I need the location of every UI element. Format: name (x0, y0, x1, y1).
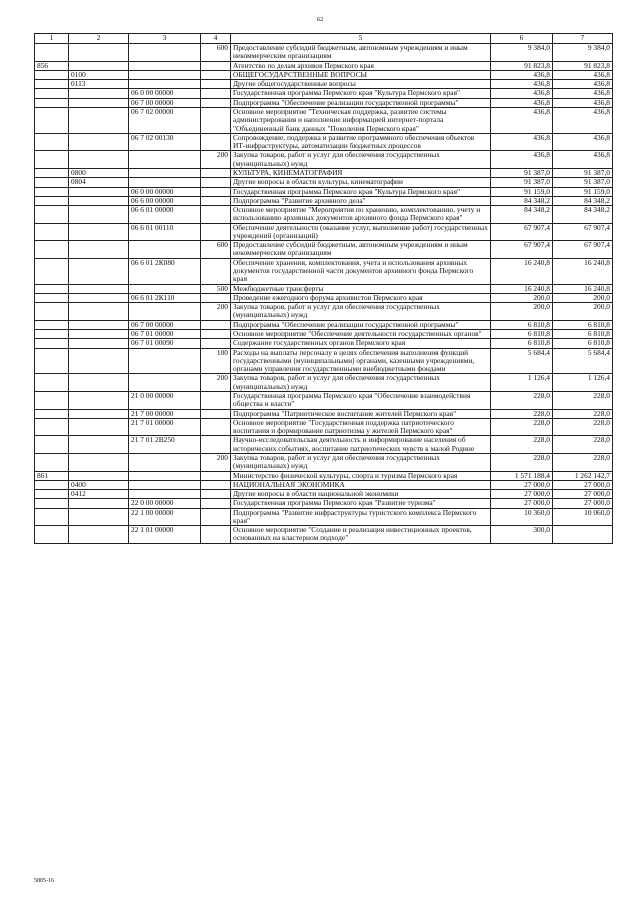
table-row (35, 348, 613, 374)
cell-name: Межбюджетные трансферты (231, 284, 491, 293)
cell-expense-type (201, 196, 231, 205)
cell-ministry-code (35, 258, 69, 284)
cell-amount-2017: 228,0 (491, 409, 553, 418)
cell-expense-type (201, 258, 231, 284)
table-row (35, 471, 613, 480)
cell-ministry-code: 856 (35, 61, 69, 70)
cell-amount-2017: 84 348,2 (491, 206, 553, 224)
cell-target-code (129, 348, 201, 374)
cell-section-code (69, 61, 129, 70)
cell-amount-2017: 300,0 (491, 526, 553, 544)
cell-expense-type (201, 168, 231, 177)
table-row (35, 133, 613, 151)
cell-expense-type (201, 206, 231, 224)
cell-target-code: 06 6 01 2К080 (129, 258, 201, 284)
cell-expense-type (201, 70, 231, 79)
cell-name: Закупка товаров, работ и услуг для обеспечения государственных (муниципальных) нужд (231, 453, 491, 471)
cell-target-code: 06 6 01 00110 (129, 223, 201, 241)
cell-section-code: 0100 (69, 70, 129, 79)
table-row (35, 453, 613, 471)
table-row (35, 339, 613, 348)
cell-amount-2018: 84 348,2 (553, 196, 613, 205)
cell-name: Сопровождение, поддержка и развитие программного обеспечения объектов ИТ-инфраструктуры, автоматизации бюджетных процессов (231, 133, 491, 151)
cell-expense-type (201, 508, 231, 526)
cell-name: Подпрограмма "Патриотическое воспитание жителей Пермского края" (231, 409, 491, 418)
table-row (35, 284, 613, 293)
cell-target-code: 22 1 01 00000 (129, 526, 201, 544)
cell-amount-2018 (553, 526, 613, 544)
cell-section-code (69, 436, 129, 454)
cell-section-code (69, 293, 129, 302)
cell-name: КУЛЬТУРА, КИНЕМАТОГРАФИЯ (231, 168, 491, 177)
cell-amount-2018: 67 907,4 (553, 223, 613, 241)
cell-target-code: 21 7 01 00000 (129, 418, 201, 436)
cell-ministry-code (35, 526, 69, 544)
cell-expense-type (201, 480, 231, 489)
cell-ministry-code (35, 151, 69, 169)
cell-amount-2017: 67 907,4 (491, 223, 553, 241)
table-row (35, 436, 613, 454)
cell-section-code (69, 526, 129, 544)
table-row (35, 206, 613, 224)
cell-amount-2018: 91 159,0 (553, 187, 613, 196)
cell-expense-type: 200 (201, 151, 231, 169)
cell-name: Государственная программа Пермского края "Культура Пермского края" (231, 89, 491, 98)
cell-amount-2018: 1 262 142,7 (553, 471, 613, 480)
cell-section-code (69, 284, 129, 293)
cell-amount-2017: 436,8 (491, 151, 553, 169)
cell-amount-2017: 228,0 (491, 418, 553, 436)
cell-amount-2017: 436,8 (491, 107, 553, 133)
cell-section-code (69, 374, 129, 392)
cell-amount-2017: 436,8 (491, 98, 553, 107)
cell-name: Научно-исследовательская деятельность и информирование населения об исторических событиях, воспитание патриотических чувств к малой Родине (231, 436, 491, 454)
cell-ministry-code (35, 241, 69, 259)
cell-section-code: 0412 (69, 490, 129, 499)
cell-amount-2017: 27 000,0 (491, 499, 553, 508)
cell-ministry-code (35, 293, 69, 302)
cell-section-code (69, 89, 129, 98)
cell-amount-2017: 10 360,0 (491, 508, 553, 526)
cell-amount-2017: 5 684,4 (491, 348, 553, 374)
cell-amount-2017: 27 000,0 (491, 480, 553, 489)
cell-amount-2017: 91 823,8 (491, 61, 553, 70)
table-row (35, 330, 613, 339)
cell-target-code (129, 70, 201, 79)
cell-expense-type (201, 133, 231, 151)
cell-ministry-code (35, 330, 69, 339)
cell-target-code: 21 0 00 00000 (129, 391, 201, 409)
cell-amount-2017: 228,0 (491, 391, 553, 409)
cell-name: Основное мероприятие "Создание и реализация инвестиционных проектов, основанных на кластерном подходе" (231, 526, 491, 544)
cell-section-code (69, 258, 129, 284)
cell-expense-type (201, 89, 231, 98)
cell-expense-type (201, 330, 231, 339)
table-row (35, 151, 613, 169)
cell-section-code: 0800 (69, 168, 129, 177)
cell-amount-2018: 436,8 (553, 107, 613, 133)
cell-amount-2017: 228,0 (491, 453, 553, 471)
cell-section-code (69, 508, 129, 526)
cell-expense-type (201, 98, 231, 107)
table-row (35, 320, 613, 329)
cell-name: Основное мероприятие "Мероприятия по хранению, комплектованию, учету и использованию архивных документов архивного фонда Пермского края" (231, 206, 491, 224)
cell-target-code: 06 7 00 00000 (129, 98, 201, 107)
cell-section-code (69, 339, 129, 348)
cell-section-code (69, 241, 129, 259)
cell-expense-type (201, 418, 231, 436)
cell-section-code (69, 196, 129, 205)
cell-amount-2018: 91 387,0 (553, 168, 613, 177)
cell-name: Другие вопросы в области культуры, кинематографии (231, 178, 491, 187)
cell-section-code (69, 348, 129, 374)
cell-section-code (69, 44, 129, 62)
cell-name: НАЦИОНАЛЬНАЯ ЭКОНОМИКА (231, 480, 491, 489)
cell-amount-2018: 228,0 (553, 436, 613, 454)
cell-expense-type (201, 178, 231, 187)
cell-name: ОБЩЕГОСУДАРСТВЕННЫЕ ВОПРОСЫ (231, 70, 491, 79)
table-row (35, 391, 613, 409)
cell-name: Государственная программа Пермского края "Развитие туризма" (231, 499, 491, 508)
table-row (35, 80, 613, 89)
cell-expense-type: 200 (201, 303, 231, 321)
cell-amount-2018: 27 000,0 (553, 490, 613, 499)
cell-amount-2018: 228,0 (553, 418, 613, 436)
table-row (35, 409, 613, 418)
cell-ministry-code (35, 284, 69, 293)
cell-name: Содержание государственных органов Пермского края (231, 339, 491, 348)
cell-ministry-code (35, 206, 69, 224)
cell-section-code (69, 303, 129, 321)
cell-amount-2017: 6 810,8 (491, 330, 553, 339)
cell-amount-2018: 436,8 (553, 98, 613, 107)
cell-amount-2018: 27 000,0 (553, 499, 613, 508)
cell-amount-2018: 228,0 (553, 453, 613, 471)
cell-ministry-code (35, 168, 69, 177)
cell-ministry-code (35, 303, 69, 321)
cell-amount-2017: 228,0 (491, 436, 553, 454)
cell-target-code: 06 7 01 00090 (129, 339, 201, 348)
cell-target-code (129, 471, 201, 480)
cell-amount-2018: 16 240,8 (553, 284, 613, 293)
cell-amount-2018: 228,0 (553, 391, 613, 409)
cell-amount-2018: 6 810,8 (553, 320, 613, 329)
table-row (35, 418, 613, 436)
cell-section-code (69, 418, 129, 436)
table-row (35, 241, 613, 259)
cell-ministry-code (35, 196, 69, 205)
footer-code: 5805-16 (34, 878, 54, 884)
cell-name: Другие общегосударственные вопросы (231, 80, 491, 89)
cell-name: Государственная программа Пермского края "Культура Пермского края" (231, 187, 491, 196)
cell-amount-2017: 200,0 (491, 303, 553, 321)
cell-ministry-code (35, 44, 69, 62)
table-header-row (35, 34, 613, 44)
cell-ministry-code (35, 391, 69, 409)
cell-expense-type (201, 526, 231, 544)
cell-section-code (69, 409, 129, 418)
table-row (35, 89, 613, 98)
cell-amount-2017: 16 240,8 (491, 258, 553, 284)
cell-target-code (129, 490, 201, 499)
cell-expense-type (201, 409, 231, 418)
cell-name: Обеспечение деятельности (оказание услуг, выполнение работ) государственных учреждений (организаций) (231, 223, 491, 241)
cell-amount-2018: 91 387,0 (553, 178, 613, 187)
cell-amount-2018: 436,8 (553, 70, 613, 79)
col-header: 1 (35, 34, 69, 44)
cell-section-code (69, 187, 129, 196)
cell-section-code (69, 98, 129, 107)
cell-amount-2017: 436,8 (491, 89, 553, 98)
cell-name: Расходы на выплаты персоналу в целях обеспечения выполнения функций государственными (муниципальными) органами, казенными учреждениями, органами управления государственными внебюджетными фондами (231, 348, 491, 374)
cell-section-code (69, 206, 129, 224)
cell-amount-2017: 6 810,8 (491, 339, 553, 348)
cell-name: Другие вопросы в области национальной экономики (231, 490, 491, 499)
cell-section-code (69, 330, 129, 339)
cell-target-code (129, 480, 201, 489)
cell-section-code (69, 453, 129, 471)
cell-amount-2018: 10 060,0 (553, 508, 613, 526)
cell-name: Министерство физической культуры, спорта и туризма Пермского края (231, 471, 491, 480)
cell-expense-type (201, 107, 231, 133)
table-row (35, 490, 613, 499)
cell-name: Агентство по делам архивов Пермского края (231, 61, 491, 70)
cell-ministry-code (35, 223, 69, 241)
cell-expense-type (201, 490, 231, 499)
cell-target-code (129, 168, 201, 177)
cell-section-code (69, 320, 129, 329)
table-row (35, 168, 613, 177)
table-row (35, 223, 613, 241)
cell-amount-2018: 91 823,8 (553, 61, 613, 70)
cell-amount-2017: 91 159,0 (491, 187, 553, 196)
cell-amount-2018: 5 684,4 (553, 348, 613, 374)
cell-target-code (129, 284, 201, 293)
cell-ministry-code (35, 80, 69, 89)
table-row (35, 196, 613, 205)
cell-expense-type (201, 293, 231, 302)
cell-amount-2017: 27 000,0 (491, 490, 553, 499)
cell-section-code: 0804 (69, 178, 129, 187)
cell-amount-2018: 436,8 (553, 89, 613, 98)
cell-target-code: 06 0 00 00000 (129, 187, 201, 196)
cell-name: Основное мероприятие "Государственная поддержка патриотического воспитания и формирование патриотизма у жителей Пермского края" (231, 418, 491, 436)
cell-amount-2018: 1 126,4 (553, 374, 613, 392)
cell-expense-type: 100 (201, 348, 231, 374)
col-header: 5 (231, 34, 491, 44)
cell-amount-2017: 436,8 (491, 133, 553, 151)
table-row (35, 187, 613, 196)
cell-target-code: 06 7 00 00000 (129, 320, 201, 329)
cell-ministry-code (35, 374, 69, 392)
cell-target-code: 06 7 02 00000 (129, 107, 201, 133)
cell-amount-2018: 200,0 (553, 293, 613, 302)
cell-amount-2018: 200,0 (553, 303, 613, 321)
cell-expense-type (201, 499, 231, 508)
cell-section-code (69, 391, 129, 409)
cell-amount-2017: 1 126,4 (491, 374, 553, 392)
table-row (35, 44, 613, 62)
cell-ministry-code (35, 480, 69, 489)
cell-section-code (69, 223, 129, 241)
cell-ministry-code (35, 89, 69, 98)
cell-amount-2017: 9 384,0 (491, 44, 553, 62)
cell-target-code (129, 303, 201, 321)
cell-expense-type (201, 80, 231, 89)
cell-ministry-code (35, 178, 69, 187)
cell-section-code (69, 471, 129, 480)
cell-name: Основное мероприятие "Техническая поддержка, развитие системы администрирования и наполнение информацией интернет-портала "Объединенный банк данных "Поколения Пермского края" (231, 107, 491, 133)
table-row (35, 61, 613, 70)
cell-section-code: 0400 (69, 480, 129, 489)
cell-name: Предоставление субсидий бюджетным, автономным учреждениям и иным некоммерческим организациям (231, 44, 491, 62)
cell-expense-type (201, 471, 231, 480)
cell-name: Подпрограмма "Обеспечение реализации государственной программы" (231, 98, 491, 107)
cell-amount-2018: 436,8 (553, 151, 613, 169)
budget-table (34, 33, 613, 544)
cell-ministry-code (35, 490, 69, 499)
table-row (35, 499, 613, 508)
cell-target-code: 06 0 00 00000 (129, 89, 201, 98)
cell-target-code: 22 0 00 00000 (129, 499, 201, 508)
cell-target-code: 21 7 01 2В250 (129, 436, 201, 454)
cell-expense-type: 200 (201, 374, 231, 392)
table-row (35, 293, 613, 302)
cell-target-code: 06 6 00 00000 (129, 196, 201, 205)
cell-amount-2017: 84 348,2 (491, 196, 553, 205)
cell-amount-2018: 9 384,0 (553, 44, 613, 62)
cell-ministry-code: 861 (35, 471, 69, 480)
cell-expense-type (201, 391, 231, 409)
cell-ministry-code (35, 339, 69, 348)
cell-amount-2018: 6 810,8 (553, 330, 613, 339)
cell-amount-2017: 67 907,4 (491, 241, 553, 259)
table-row (35, 258, 613, 284)
cell-amount-2017: 1 571 188,4 (491, 471, 553, 480)
cell-section-code (69, 133, 129, 151)
cell-ministry-code (35, 409, 69, 418)
cell-target-code (129, 453, 201, 471)
cell-target-code: 06 7 01 00000 (129, 330, 201, 339)
cell-amount-2017: 91 387,0 (491, 178, 553, 187)
cell-name: Предоставление субсидий бюджетным, автономным учреждениям и иным некоммерческим организациям (231, 241, 491, 259)
cell-ministry-code (35, 418, 69, 436)
cell-target-code (129, 241, 201, 259)
col-header: 2 (69, 34, 129, 44)
cell-expense-type: 500 (201, 284, 231, 293)
cell-expense-type (201, 436, 231, 454)
cell-amount-2017: 16 240,8 (491, 284, 553, 293)
cell-amount-2018: 436,8 (553, 80, 613, 89)
table-row (35, 70, 613, 79)
cell-amount-2017: 436,8 (491, 80, 553, 89)
cell-ministry-code (35, 453, 69, 471)
page-number: 62 (316, 16, 324, 23)
cell-amount-2018: 67 907,4 (553, 241, 613, 259)
cell-ministry-code (35, 70, 69, 79)
cell-name: Закупка товаров, работ и услуг для обеспечения государственных (муниципальных) нужд (231, 374, 491, 392)
cell-expense-type: 600 (201, 44, 231, 62)
cell-name: Подпрограмма "Развитие инфраструктуры туристского комплекса Пермского края" (231, 508, 491, 526)
cell-amount-2018: 27 000,0 (553, 480, 613, 489)
cell-name: Государственная программа Пермского края "Обеспечение взаимодействия общества и власти" (231, 391, 491, 409)
cell-name: Закупка товаров, работ и услуг для обеспечения государственных (муниципальных) нужд (231, 151, 491, 169)
cell-section-code: 0113 (69, 80, 129, 89)
cell-target-code (129, 44, 201, 62)
cell-expense-type: 200 (201, 453, 231, 471)
cell-name: Подпрограмма "Развитие архивного дела" (231, 196, 491, 205)
cell-target-code: 06 6 01 00000 (129, 206, 201, 224)
cell-section-code (69, 499, 129, 508)
table-row (35, 526, 613, 544)
cell-expense-type (201, 320, 231, 329)
cell-expense-type (201, 339, 231, 348)
cell-target-code (129, 80, 201, 89)
cell-expense-type: 600 (201, 241, 231, 259)
cell-name: Проведение ежегодного форума архивистов Пермского края (231, 293, 491, 302)
cell-expense-type (201, 61, 231, 70)
cell-section-code (69, 151, 129, 169)
cell-expense-type (201, 187, 231, 196)
cell-target-code: 06 6 01 2К110 (129, 293, 201, 302)
col-header: 6 (491, 34, 553, 44)
cell-ministry-code (35, 436, 69, 454)
col-header: 4 (201, 34, 231, 44)
col-header: 3 (129, 34, 201, 44)
table-row (35, 480, 613, 489)
cell-target-code: 22 1 00 00000 (129, 508, 201, 526)
cell-ministry-code (35, 98, 69, 107)
cell-ministry-code (35, 107, 69, 133)
cell-amount-2017: 436,8 (491, 70, 553, 79)
cell-amount-2018: 84 348,2 (553, 206, 613, 224)
cell-section-code (69, 107, 129, 133)
cell-name: Основное мероприятие "Обеспечение деятельности государственных органов" (231, 330, 491, 339)
cell-amount-2017: 91 387,0 (491, 168, 553, 177)
cell-ministry-code (35, 508, 69, 526)
cell-amount-2018: 6 810,8 (553, 339, 613, 348)
cell-target-code: 21 7 00 00000 (129, 409, 201, 418)
cell-amount-2017: 200,0 (491, 293, 553, 302)
table-row (35, 107, 613, 133)
table-row (35, 98, 613, 107)
cell-target-code (129, 178, 201, 187)
table-row (35, 178, 613, 187)
cell-expense-type (201, 223, 231, 241)
cell-name: Закупка товаров, работ и услуг для обеспечения государственных (муниципальных) нужд (231, 303, 491, 321)
cell-target-code (129, 374, 201, 392)
cell-amount-2018: 228,0 (553, 409, 613, 418)
col-header: 7 (553, 34, 613, 44)
cell-ministry-code (35, 133, 69, 151)
cell-target-code: 06 7 02 00130 (129, 133, 201, 151)
cell-target-code (129, 61, 201, 70)
cell-amount-2018: 436,8 (553, 133, 613, 151)
cell-ministry-code (35, 499, 69, 508)
cell-ministry-code (35, 187, 69, 196)
cell-ministry-code (35, 320, 69, 329)
cell-name: Подпрограмма "Обеспечение реализации государственной программы" (231, 320, 491, 329)
cell-amount-2017: 6 810,8 (491, 320, 553, 329)
cell-target-code (129, 151, 201, 169)
table-row (35, 374, 613, 392)
table-row (35, 508, 613, 526)
cell-name: Обеспечение хранения, комплектования, учета и использования архивных документов государственной части документов архивного фонда Пермского края (231, 258, 491, 284)
cell-amount-2018: 16 240,8 (553, 258, 613, 284)
table-row (35, 303, 613, 321)
cell-ministry-code (35, 348, 69, 374)
